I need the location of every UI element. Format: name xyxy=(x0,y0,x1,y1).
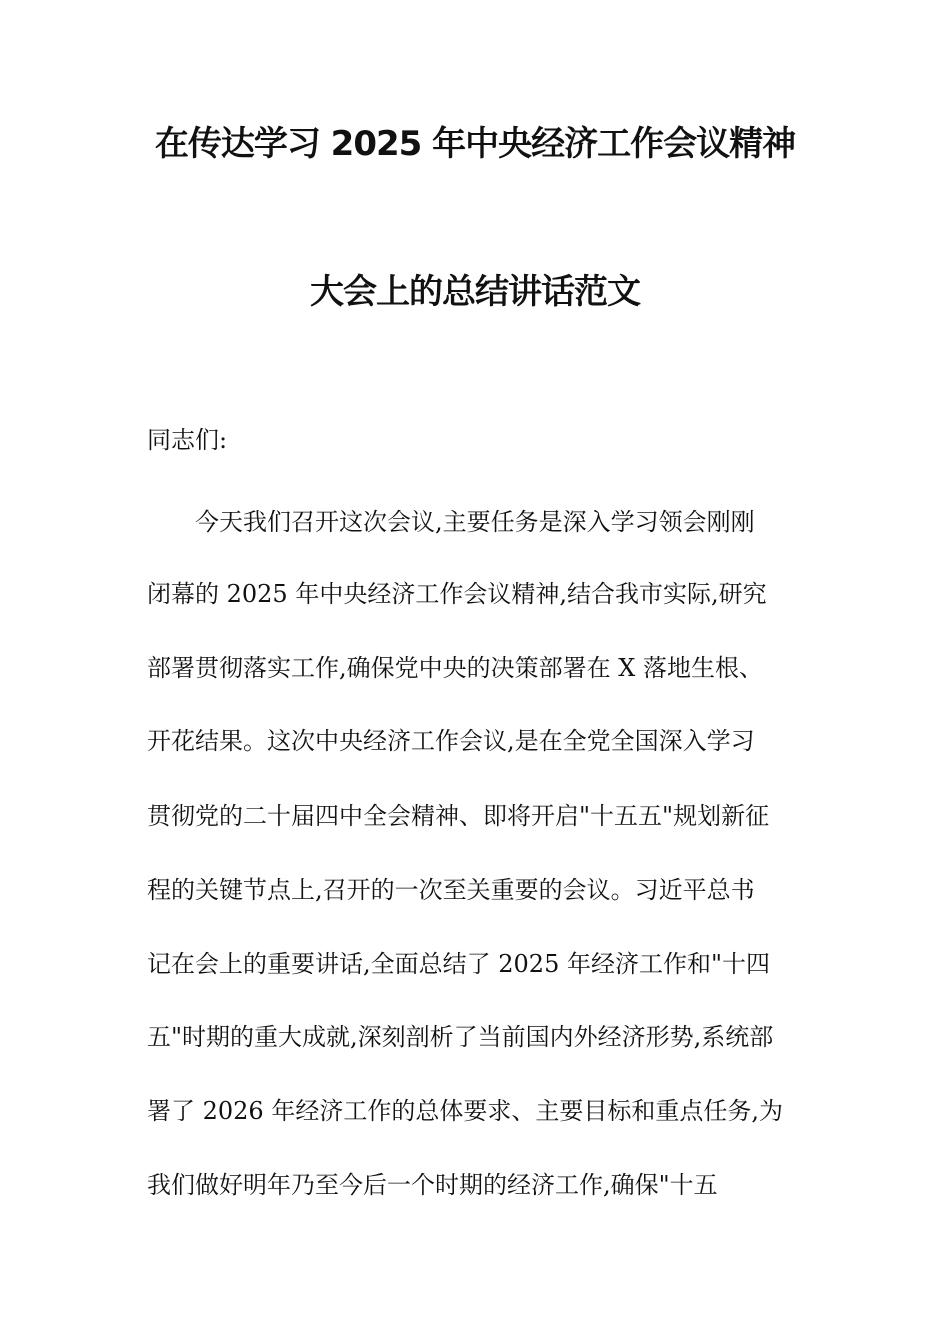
document-title-line-2: 大会上的总结讲话范文 xyxy=(310,272,640,312)
paragraph-line: 程的关键节点上,召开的一次至关重要的会议。习近平总书 xyxy=(147,876,755,904)
paragraph-line: 今天我们召开这次会议,主要任务是深入学习领会刚刚 xyxy=(195,508,755,536)
document-title-line-1: 在传达学习 2025 年中央经济工作会议精神 xyxy=(154,124,796,164)
paragraph-line: 贯彻党的二十届四中全会精神、即将开启"十五五"规划新征 xyxy=(147,802,770,830)
paragraph-line: 我们做好明年乃至今后一个时期的经济工作,确保"十五 xyxy=(147,1171,718,1199)
paragraph-line: 部署贯彻落实工作,确保党中央的决策部署在 X 落地生根、 xyxy=(147,654,763,682)
paragraph-line: 署了 2026 年经济工作的总体要求、主要目标和重点任务,为 xyxy=(147,1097,783,1125)
salutation: 同志们: xyxy=(147,426,228,454)
paragraph-line: 开花结果。这次中央经济工作会议,是在全党全国深入学习 xyxy=(147,727,755,755)
paragraph-line: 记在会上的重要讲话,全面总结了 2025 年经济工作和"十四 xyxy=(147,950,771,978)
paragraph-line: 五"时期的重大成就,深刻剖析了当前国内外经济形势,系统部 xyxy=(147,1023,774,1051)
paragraph-line: 闭幕的 2025 年中央经济工作会议精神,结合我市实际,研究 xyxy=(147,580,767,608)
